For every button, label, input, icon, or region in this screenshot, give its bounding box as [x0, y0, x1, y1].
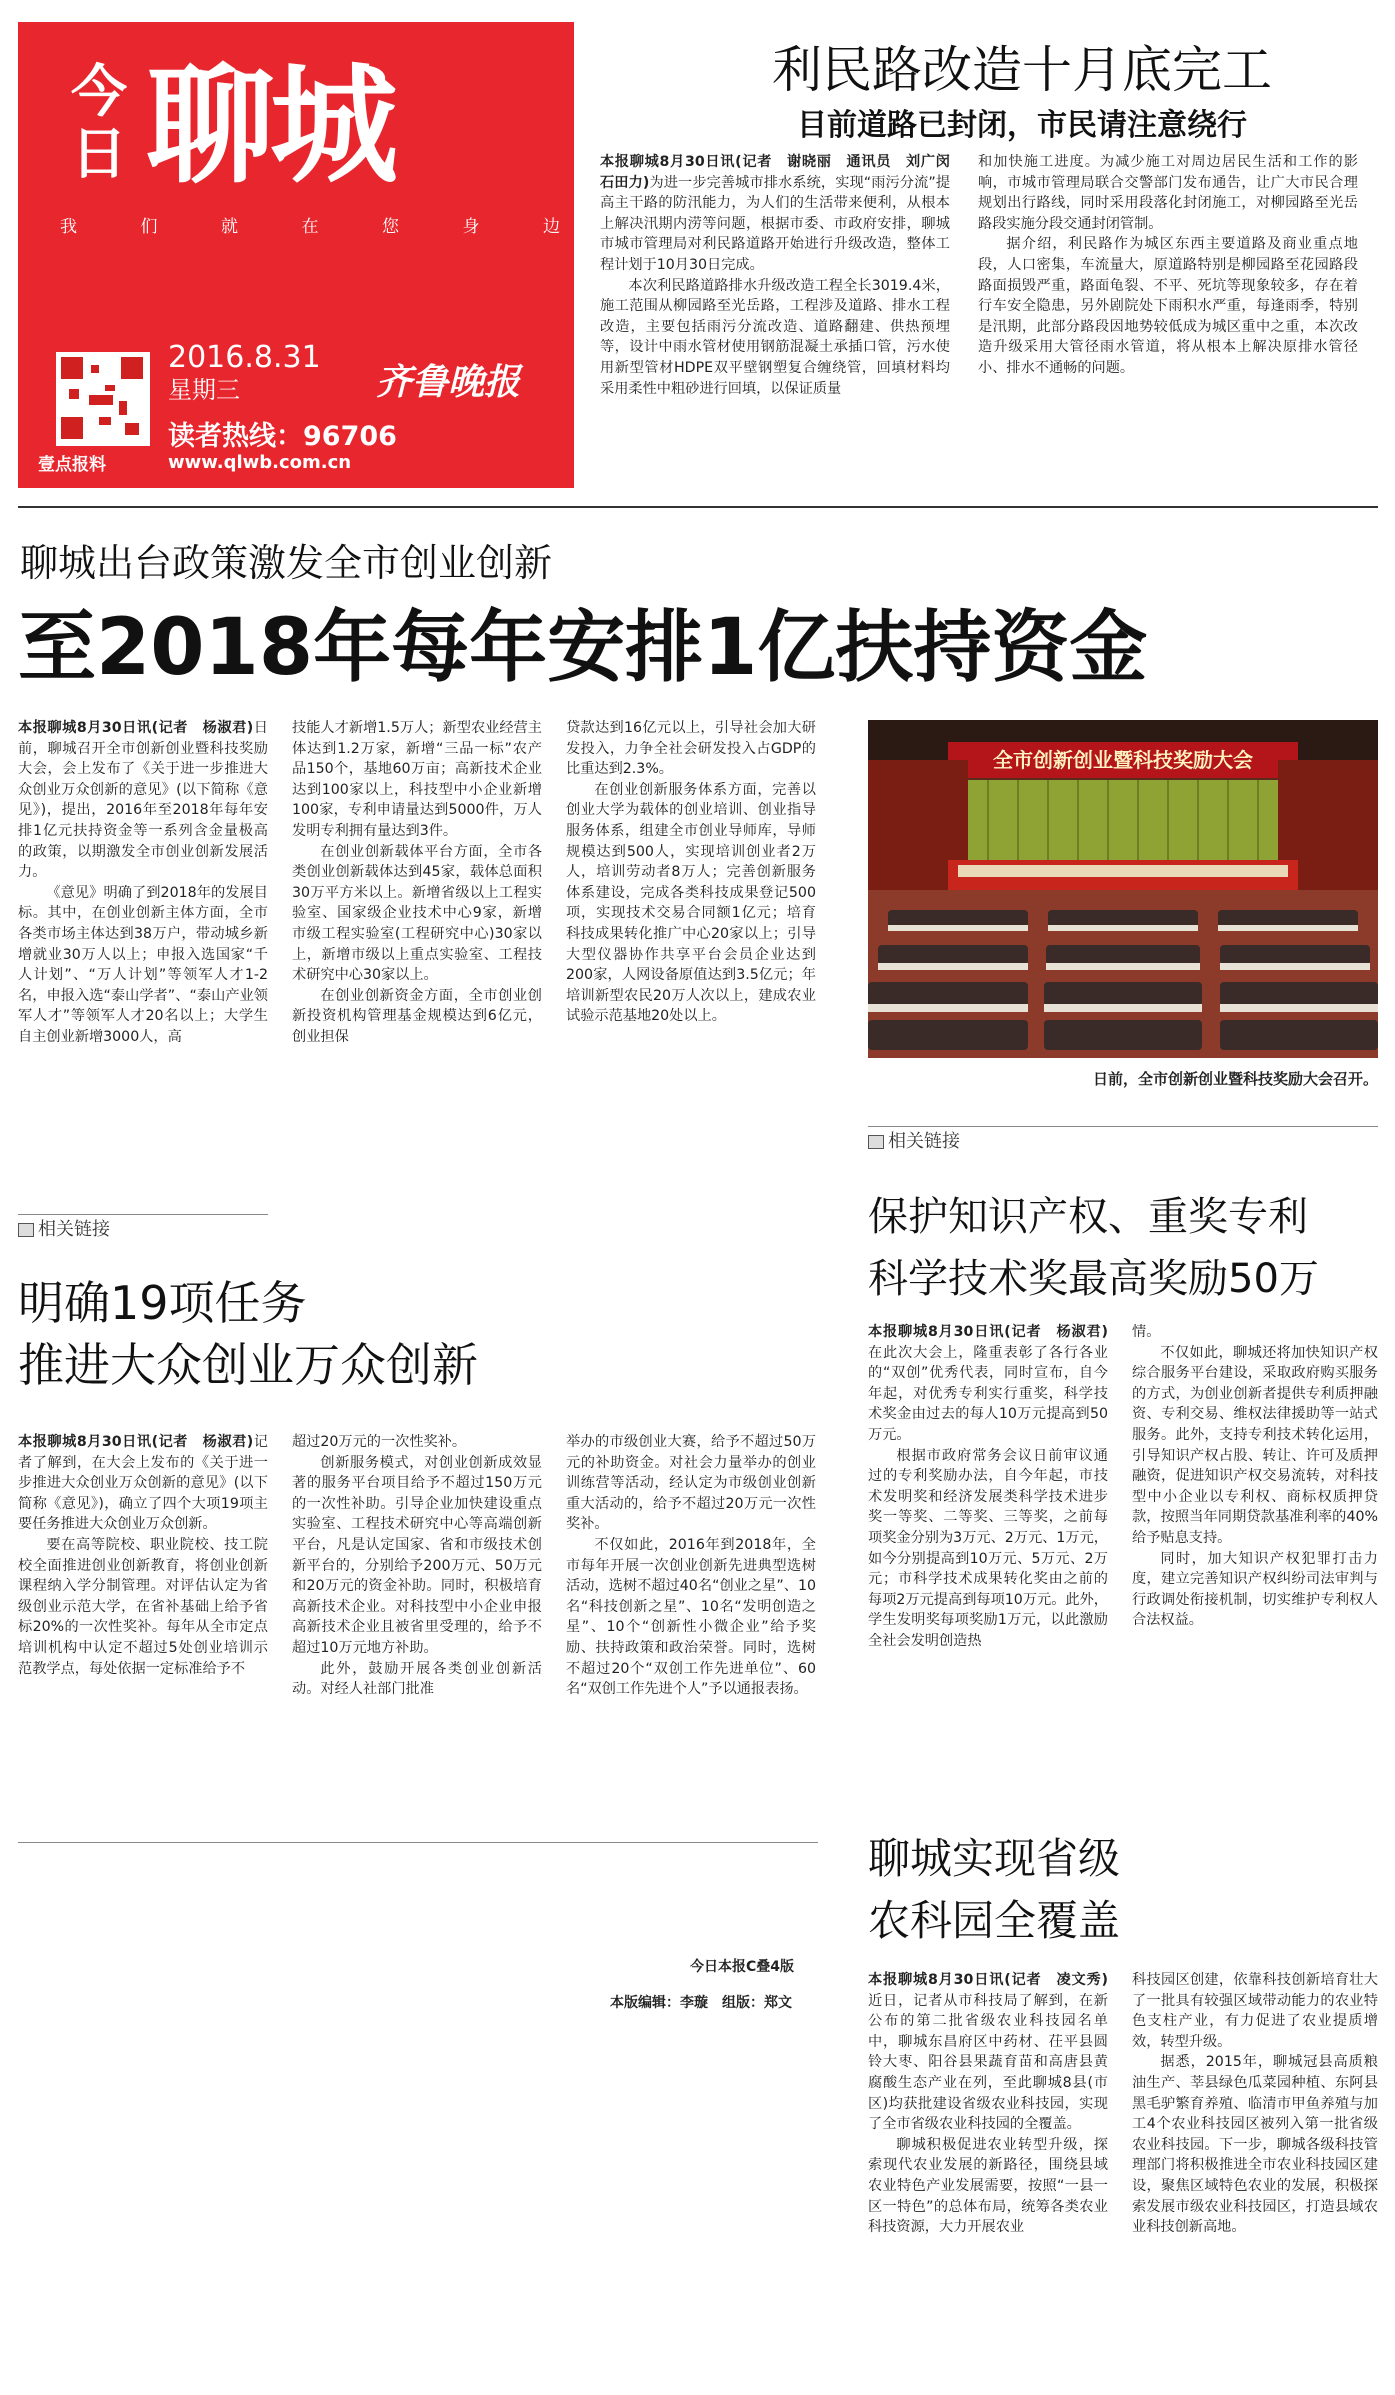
newspaper-name: 齐鲁晚报 [376, 361, 521, 403]
logo-jin: 今日 [71, 60, 127, 187]
today-index: 今日本报C叠4版 [690, 1959, 795, 1975]
tasks-story-col-3: 举办的市级创业大赛，给予不超过50万元的补助资金。对社会力量举办的创业训练营等活动，经认定为市级创业创新重大活动的，给予不超过20万元一次性奖补。 不仅如此，2016年到2018年，全市每年开展一次创业创新先进典型选树活动，选树不超过40名“创业之星”、10名“科技创新之星”、10名“发明创造之星”、10个“创新性小微企业”给予奖励、扶持政策和政治荣誉。同时，选树不超过20个“双创工作先进单位”、60名“双创工作先进个人”予以通报表扬。 [566, 1434, 816, 1698]
divider-bottom-left [18, 1842, 818, 1843]
main-story-col-2: 技能人才新增1.5万人；新型农业经营主体达到1.2万家，新增“三品一标”农产品150个，基地60万亩；高新技术企业达到100家以上，科技型中小企业新增100家，专利申请量达到5000件，万人发明专利拥有量达到3件。 在创业创新载体平台方面，全市各类创业创新载体达到45家，载体总面积30万平方米以上。新增省级以上工程实验室、国家级企业技术中心9家，新增市级工程实验室(工程研究中心)30家以上，新增市级以上重点实验室、工程技术研究中心30家以上。 在创业创新资金方面，全市创业创新投资机构管理基金规模达到6亿元，创业担保 [292, 720, 542, 1045]
top-story-headline: 利民路改造十月底完工 [772, 41, 1272, 99]
qr-label: 壹点报料 [38, 455, 106, 475]
main-story-col-3: 贷款达到16亿元以上，引导社会加大研发投入，力争全社会研发投入占GDP的比重达到2.3%。 在创业创新服务体系方面，完善以创业大学为载体的创业培训、创业指导服务体系，组建全市创业导师库，导师规模达到500人，实现培训创业者2万人，培训劳动者8万人；完善创新服务体系建设，完成各类科技成果登记500项，实现技术交易合同额1亿元；培育科技成果转化推广中心20家以上；引导大型仪器协作共享平台会员企业达到200家，人网设备原值达到3.5亿元；年培训新型农民20万人次以上，建成农业试验示范基地20处以上。 [566, 720, 816, 1025]
related-link-icon [868, 1135, 884, 1149]
related-link-icon [18, 1223, 34, 1237]
section-divider [18, 506, 1378, 508]
main-story-kicker: 聊城出台政策激发全市创业创新 [20, 541, 553, 585]
page-editors: 本版编辑：李璇 组版：郑文 [610, 1995, 792, 2011]
related-link-right[interactable]: 相关链接 [868, 1126, 1068, 1151]
masthead-panel [18, 22, 574, 488]
top-story-col-1: 本报聊城8月30日讯(记者 谢晓丽 通讯员 刘广闵 石田力)为进一步完善城市排水系统，实现“雨污分流”提高主干路的防汛能力，为人们的生活带来便利，从根本上解决汛期内涝等问题，根据市委、市政府安排，聊城市城市管理局对利民路道路开始进行升级改造，整体工程计划于10月30日完成。 本次利民路道路排水升级改造工程全长3019.4米，施工范围从柳园路至光岳路，工程涉及道路、排水工程改造，主要包括雨污分流改造、道路翻建、供热预埋等，设计中雨水管材使用钢筋混凝土承插口管，污水使用新型管材HDPE双平壁钢塑复合缠绕管，回填材料均采用柔性中粗砂进行回填，以保证质量 [600, 154, 965, 397]
agri-story-col-1: 本报聊城8月30日讯(记者 凌文秀)近日，记者从市科技局了解到，在新公布的第二批省级农业科技园名单中，聊城东昌府区中药材、茌平县圆铃大枣、阳谷县果蔬育苗和高唐县黄腐酸生态产业在列，至此聊城8县(市区)均获批建设省级农业科技园，实现了全市省级农业科技园的全覆盖。 聊城积极促进农业转型升级，探索现代农业发展的新路径，围绕县域农业特色产业发展需要，按照“一县一区一特色”的总体布局，统筹各类农业科技资源，大力开展农业 [868, 1972, 1108, 2236]
tasks-story-headline: 明确19项任务 推进大众创业万众创新 [18, 1276, 478, 1392]
tasks-story-col-1: 本报聊城8月30日讯(记者 杨淑君)记者了解到，在大会上发布的《关于进一步推进大众创业万众创新的意见》(以下简称《意见》)，确立了四个大项19项主要任务推进大众创业万众创新。 要在高等院校、职业院校、技工院校全面推进创业创新教育，将创业创新课程纳入学分制管理。对评估认定为省级创业示范大学，在省补基础上给予省标20%的一次性奖补。每年从全市定点培训机构中认定不超过5处创业培训示范教学点，每处依据一定标准给予不 [18, 1434, 268, 1677]
agri-story-col-2: 科技园区创建，依靠科技创新培育壮大了一批具有较强区域带动能力的农业特色支柱产业，有力促进了农业提质增效，转型升级。 据悉，2015年，聊城冠县高质粮油生产、莘县绿色瓜菜园种植、东阿县黑毛驴繁育养殖、临清市甲鱼养殖与加工4个农业科技园区被列入第一批省级农业科技园。下一步，聊城各级科技管理部门将积极推进全市农业科技园区建设，聚焦区域特色农业的发展，积极探索发展市级农业科技园区，打造县域农业科技创新高地。 [1132, 1972, 1378, 2236]
top-story-subhead: 目前道路已封闭，市民请注意绕行 [797, 108, 1247, 143]
related-link-left[interactable]: 相关链接 [18, 1214, 268, 1239]
top-story-col-2: 和加快施工进度。为减少施工对周边居民生活和工作的影响，市城市管理局联合交警部门发布通告，让广大市民合理规划出行路线，同时采用段落化封闭施工，对柳园路至光岳路段实施分段交通封闭管制。 据介绍，利民路作为城区东西主要道路及商业重点地段，人口密集，车流量大，原道路特别是柳园路至花园路段路面损毁严重，路面龟裂、不平、死坑等现象较多，存在着行车安全隐患，另外剧院处下雨积水严重，每逢雨季，特别是汛期，此部分路段因地势较低成为城区重中之重，本次改造升级采用大管径雨水管道，将从根本上解决原排水管径小、排水不通畅的问题。 [978, 154, 1358, 376]
logo-main: 聊城 [146, 52, 395, 201]
tasks-story-col-2: 超过20万元的一次性奖补。 创新服务模式，对创业创新成效显著的服务平台项目给予不超过150万元的一次性补助。引导企业加快建设重点实验室、工程技术研究中心等高端创新平台，凡是认定国家、省和市级技术创新平台的，分别给予200万元、50万元和20万元的资金补助。同时，积极培育高新技术企业。对科技型中小企业申报高新技术企业且被省里受理的，给予不超过10万元地方补助。 此外，鼓励开展各类创业创新活动。对经人社部门批准 [292, 1434, 542, 1698]
photo-caption: 日前，全市创新创业暨科技奖励大会召开。 [1092, 1070, 1378, 1088]
issue-date: 2016.8.31 星期三 [168, 340, 321, 404]
website-link[interactable]: www.qlwb.com.cn [168, 452, 352, 473]
slogan: 我 们 就 在 您 身 边 [60, 217, 560, 237]
conference-photo [868, 720, 1378, 1058]
qr-code-icon[interactable] [56, 352, 150, 446]
patent-story-headline: 保护知识产权、重奖专利 科学技术奖最高奖励50万 [868, 1194, 1319, 1302]
photo-banner-text: 全市创新创业暨科技奖励大会 [993, 748, 1253, 772]
patent-story-col-2: 情。 不仅如此，聊城还将加快知识产权综合服务平台建设，采取政府购买服务的方式，为创业创新者提供专利质押融资、专利交易、维权法律援助等一站式服务。此外，支持专利技术转化运用，引导知识产权占股、转让、许可及质押融资，促进知识产权交易流转，对科技型中小企业以专利权、商标权质押贷款，按照当年同期贷款基准利率的40%给予贴息支持。 同时，加大知识产权犯罪打击力度，建立完善知识产权纠纷司法审判与行政调处衔接机制，切实维护专利权人合法权益。 [1132, 1324, 1378, 1629]
patent-story-col-1: 本报聊城8月30日讯(记者 杨淑君)在此次大会上，隆重表彰了各行各业的“双创”优秀代表，同时宣布，自今年起，对优秀专利实行重奖，科学技术奖金由过去的每人10万元提高到50万元。 根据市政府常务会议日前审议通过的专利奖励办法，自今年起，市技术发明奖和经济发展类科学技术进步奖一等奖、二等奖、三等奖，之前每项奖金分别为3万元、2万元、1万元，如今分别提高到10万元、5万元、2万元；市科学技术成果转化奖由之前的每项2万元提高到每项10万元。此外，学生发明奖每项奖励1万元，以此激励全社会发明创造热 [868, 1324, 1108, 1649]
conference-hall-image [868, 720, 1378, 1058]
main-story-headline: 至2018年每年安排1亿扶持资金 [18, 603, 1148, 693]
main-story-col-1: 本报聊城8月30日讯(记者 杨淑君)日前，聊城召开全市创新创业暨科技奖励大会，会上发布了《关于进一步推进大众创业万众创新的意见》(以下简称《意见》)，提出，2016年至2018年每年安排1亿元扶持资金等一系列含金量极高的政策，以期激发全市创业创新发展活力。 《意见》明确了到2018年的发展目标。其中，在创业创新主体方面，全市各类市场主体达到38万户，带动城乡新增就业30万人以上；申报入选国家“千人计划”、“万人计划”等领军人才1-2名，申报入选“泰山学者”、“泰山产业领军人才”等领军人才20名以上；大学生自主创业新增3000人，高 [18, 720, 268, 1045]
agri-story-headline: 聊城实现省级 农科园全覆盖 [868, 1834, 1121, 1945]
divider-right [868, 1126, 1378, 1127]
divider-left [18, 1214, 268, 1215]
hotline: 读者热线：96706 [168, 421, 397, 452]
